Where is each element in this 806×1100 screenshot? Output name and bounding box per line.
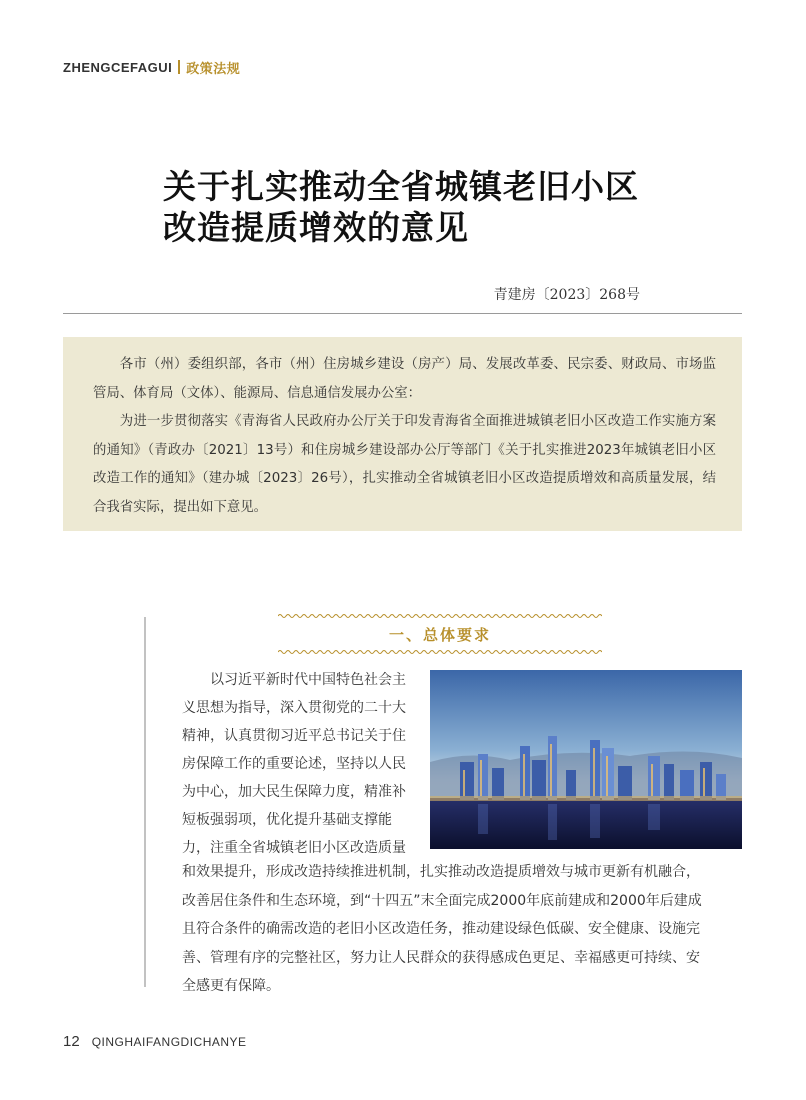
section-text-wrapped (182, 666, 414, 862)
section-heading: 一、总体要求 (388, 626, 491, 644)
wave-divider-bottom (278, 649, 602, 655)
section-name-cn: 政策法规 (186, 61, 241, 77)
city-night-photo (430, 670, 742, 849)
article-title-line-1: 关于扎实推动全省城镇老旧小区 (163, 167, 639, 206)
text-line: 改善居住条件和生态环境，到“十四五”末全面完成2000年底前建成和2000年后建成 (182, 892, 702, 909)
text-line: 全感更有保障。 (182, 978, 280, 994)
section-name-en: ZHENGCEFAGUI (63, 59, 173, 75)
magazine-name: QINGHAIFANGDICHANYE (91, 1035, 247, 1049)
article-title-line-2: 改造提质增效的意见 (163, 208, 469, 247)
intro-purpose: 为进一步贯彻落实《青海省人民政府办公厅关于印发青海省全面推进城镇老旧小区改造工作实施方案的通知》（青政办〔2021〕13号）和住房城乡建设部办公厅等部门《关于扎实推进2023年城镇老旧小区改造工作的通知》（建办城〔2023〕26号），扎实推动全省城镇老旧小区改造提质增效和高质量发展，结合我省实际，提出如下意见。 (93, 414, 716, 515)
text-line: 短板强弱项，优化提升基础支撑能 (182, 812, 392, 828)
intro-box (63, 337, 742, 531)
text-line: 房保障工作的重要论述，坚持以人民 (182, 756, 406, 772)
text-line: 义思想为指导，深入贯彻党的二十大 (182, 700, 406, 716)
intro-addressees: 各市（州）委组织部，各市（州）住房城乡建设（房产）局、发展改革委、民宗委、财政局、市场监管局、体育局（文体）、能源局、信息通信发展办公室： (93, 357, 716, 401)
section-header (63, 56, 240, 78)
page-number: 12 (63, 1033, 80, 1050)
document-number: 青建房〔2023〕268号 (493, 287, 640, 303)
title-divider (63, 313, 742, 314)
section-heading-block (278, 613, 602, 657)
text-line: 和效果提升，形成改造持续推进机制，扎实推动改造提质增效与城市更新有机融合， (182, 864, 700, 880)
wave-divider-top (278, 613, 602, 619)
article-title (163, 166, 743, 248)
text-line: 为中心，加大民生保障力度，精准补 (182, 784, 406, 800)
text-line: 以习近平新时代中国特色社会主 (182, 672, 406, 688)
text-line: 力，注重全省城镇老旧小区改造质量 (182, 840, 406, 856)
section-text-full-width (182, 858, 742, 1001)
text-line: 善、管理有序的完整社区，努力让人民群众的获得感成色更足、幸福感更可持续、安 (182, 949, 700, 966)
text-line: 精神，认真贯彻习近平总书记关于住 (182, 728, 406, 744)
text-line: 且符合条件的确需改造的老旧小区改造任务，推动建设绿色低碳、安全健康、设施完 (182, 921, 700, 937)
page-footer (63, 1033, 247, 1055)
section-side-rule (144, 617, 146, 987)
header-separator (178, 60, 180, 74)
